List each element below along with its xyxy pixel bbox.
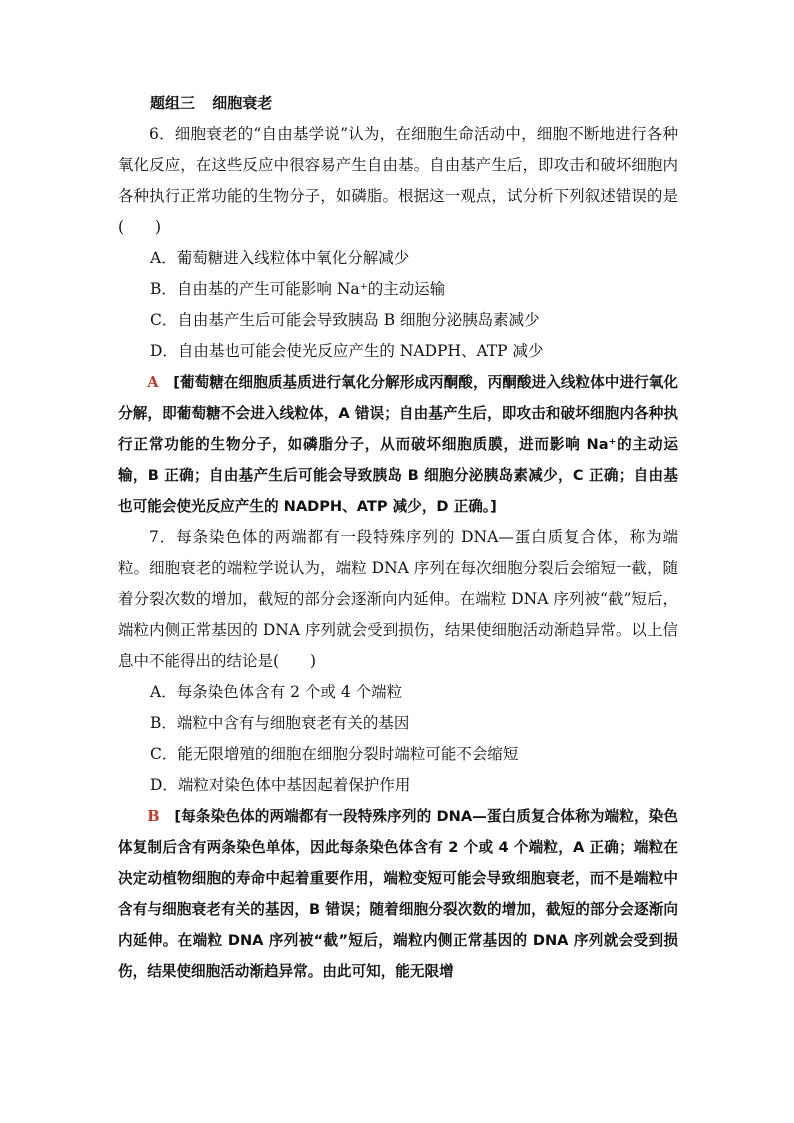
question-7-answer xyxy=(118,801,678,987)
question-7-answer-letter: B xyxy=(147,808,160,825)
question-6-stem: 6．细胞衰老的“自由基学说”认为，在细胞生命活动中，细胞不断地进行各种氧化反应，在这些反应中很容易产生自由基。自由基产生后，即攻击和破坏细胞内各种执行正常功能的生物分子，如磷脂。根据这一观点，试分析下列叙述错误的是( ) xyxy=(118,125,678,236)
question-7-option-c: C．能无限增殖的细胞在细胞分裂时端粒可能不会缩短 xyxy=(150,745,519,763)
question-6-option-d: D．自由基也可能会使光反应产生的 NADPH、ATP 减少 xyxy=(150,342,544,360)
question-7-option-d: D．端粒对染色体中基因起着保护作用 xyxy=(150,776,411,794)
document-page xyxy=(118,88,678,987)
question-6-answer xyxy=(118,367,678,522)
question-7-option-b: B．端粒中含有与细胞衰老有关的基因 xyxy=(150,714,410,732)
section-title: 题组三 细胞衰老 xyxy=(150,94,273,112)
question-7-option-a: A．每条染色体含有 2 个或 4 个端粒 xyxy=(150,683,403,701)
question-6-option-a: A．葡萄糖进入线粒体中氧化分解减少 xyxy=(150,249,410,267)
question-6-option-b: B．自由基的产生可能影响 Na⁺的主动运输 xyxy=(150,280,446,298)
question-6-answer-letter: A xyxy=(147,374,159,391)
question-6-explanation: [葡萄糖在细胞质基质进行氧化分解形成丙酮酸，丙酮酸进入线粒体中进行氧化分解，即葡萄糖不会进入线粒体，A 错误；自由基产生后，即攻击和破坏细胞内各种执行正常功能的生物分子，如磷脂分子，从而破坏细胞质膜，进而影响 Na⁺的主动运输，B 正确；自由基产生后可能会导致胰岛 B 细胞分泌胰岛素减少，C 正确；自由基也可能会使光反应产生的 NADPH、ATP 减少，D 正确。] xyxy=(118,374,678,515)
question-7-stem: 7．每条染色体的两端都有一段特殊序列的 DNA—蛋白质复合体，称为端粒。细胞衰老的端粒学说认为，端粒 DNA 序列在每次细胞分裂后会缩短一截，随着分裂次数的增加，截短的部分会逐渐向内延伸。在端粒 DNA 序列被“截”短后，端粒内侧正常基因的 DNA 序列就会受到损伤，结果使细胞活动渐趋异常。以上信息中不能得出的结论是( ) xyxy=(118,528,678,670)
question-6-option-c: C．自由基产生后可能会导致胰岛 B 细胞分泌胰岛素减少 xyxy=(150,311,540,329)
question-7-explanation: [每条染色体的两端都有一段特殊序列的 DNA—蛋白质复合体称为端粒，染色体复制后含有两条染色单体，因此每条染色体含有 2 个或 4 个端粒，A 正确；端粒在决定动植物细胞的寿命中起着重要作用，端粒变短可能会导致细胞衰老，而不是端粒中含有与细胞衰老有关的基因，B 错误；随着细胞分裂次数的增加，截短的部分会逐渐向内延伸。在端粒 DNA 序列被“截”短后，端粒内侧正常基因的 DNA 序列就会受到损伤，结果使细胞活动渐趋异常。由此可知，能无限增 xyxy=(118,808,678,980)
